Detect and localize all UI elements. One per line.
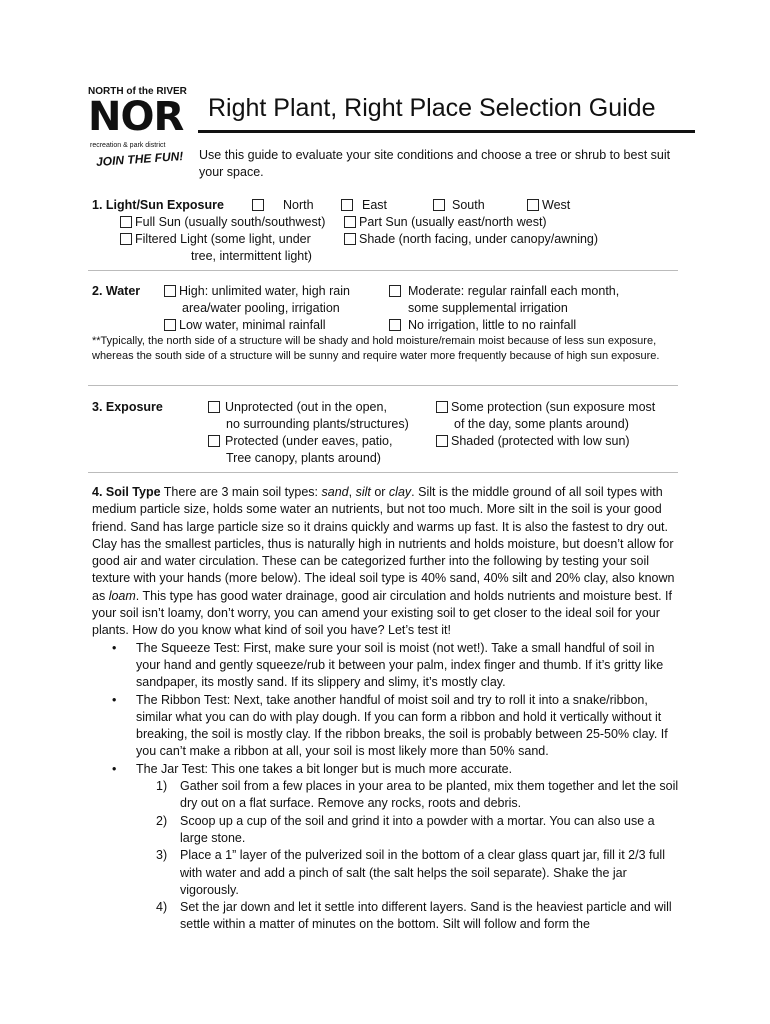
- exposure-some-continued: of the day, some plants around): [454, 417, 629, 431]
- water-none-option[interactable]: No irrigation, little to no rainfall: [389, 317, 576, 334]
- jar-step: 4) Set the jar down and let it settle into different layers. Sand is the heaviest particle and will settle within a matter of minutes on the bottom. Silt will follow and form the: [156, 900, 672, 932]
- intro-text: Use this guide to evaluate your site conditions and choose a tree or shrub to best suit your space.: [199, 148, 671, 179]
- list-item: [92, 640, 682, 692]
- light-filtered-option[interactable]: Filtered Light (some light, under: [120, 231, 311, 248]
- sun-exposure-note: **Typically, the north side of a structure will be shady and hold moisture/remain moist because of less sun exposure, whereas the south side of a structure will be sunny and require water more frequently because of high sun exposure.: [92, 335, 660, 362]
- bullet-icon: •: [112, 640, 117, 655]
- checkbox[interactable]: [436, 401, 448, 413]
- checkbox[interactable]: [344, 216, 356, 228]
- light-part-sun-option[interactable]: Part Sun (usually east/north west): [344, 214, 547, 231]
- jar-step: 1) Gather soil from a few places in your area to be planted, mix them together and let the soil dry out on a flat surface. Remove any rocks, roots and debris.: [156, 779, 679, 811]
- checkbox[interactable]: [208, 401, 220, 413]
- logo-subtitle: recreation & park district: [90, 142, 166, 149]
- light-west-option[interactable]: West: [527, 197, 570, 214]
- checkbox[interactable]: [341, 199, 353, 211]
- checkbox[interactable]: [208, 435, 220, 447]
- checkbox[interactable]: [344, 233, 356, 245]
- light-east-option[interactable]: East: [341, 197, 387, 214]
- bullet-icon: •: [112, 761, 117, 776]
- checkbox[interactable]: [436, 435, 448, 447]
- section-divider: [88, 472, 678, 473]
- title-divider: [198, 130, 695, 133]
- jar-test-text: The Jar Test: This one takes a bit longer but is much more accurate.: [136, 761, 513, 776]
- checkbox[interactable]: [252, 199, 264, 211]
- logo-slogan: JOIN THE FUN!: [95, 148, 184, 170]
- checkbox[interactable]: [164, 319, 176, 331]
- checkbox[interactable]: [389, 285, 401, 297]
- checkbox[interactable]: [164, 285, 176, 297]
- jar-step: 3) Place a 1” layer of the pulverized soil in the bottom of a clear glass quart jar, fill it 2/3 full with water and add a pinch of salt (the salt helps the soil separate). Shake the jar vigorously.: [156, 848, 665, 897]
- water-moderate-continued: some supplemental irrigation: [408, 301, 568, 315]
- nor-logo: [88, 86, 198, 178]
- squeeze-test-text: The Squeeze Test: First, make sure your soil is moist (not wet!). Take a small handful of soil in your hand and gently squeeze/rub it between your palm, index finger and thumb. If it’s gritty like sandpaper, its mostly sand. If its slippery and slimy, it’s mostly clay.: [136, 640, 664, 690]
- logo-top-text: NORTH of the RIVER: [88, 86, 187, 97]
- checkbox[interactable]: [389, 319, 401, 331]
- exposure-protected-continued: Tree canopy, plants around): [226, 451, 381, 465]
- jar-step: 2) Scoop up a cup of the soil and grind it into a powder with a mortar. You can also use a large stone.: [156, 813, 655, 845]
- checkbox[interactable]: [433, 199, 445, 211]
- light-shade-option[interactable]: Shade (north facing, under canopy/awning): [344, 231, 598, 248]
- water-high-option[interactable]: High: unlimited water, high rain: [164, 283, 350, 300]
- soil-section-label: 4. Soil Type: [92, 485, 161, 499]
- light-north-option[interactable]: North: [252, 197, 314, 214]
- water-high-continued: area/water pooling, irrigation: [182, 301, 340, 315]
- exposure-shaded-option[interactable]: Shaded (protected with low sun): [436, 433, 630, 450]
- list-item: [92, 692, 682, 761]
- water-section-label: 2. Water: [92, 284, 141, 298]
- water-moderate-option[interactable]: Moderate: regular rainfall each month,: [389, 283, 619, 300]
- water-low-option[interactable]: Low water, minimal rainfall: [164, 317, 326, 334]
- checkbox[interactable]: [120, 233, 132, 245]
- list-item: [92, 761, 682, 778]
- exposure-protected-option[interactable]: Protected (under eaves, patio,: [208, 433, 392, 450]
- light-south-option[interactable]: South: [433, 197, 485, 214]
- light-section-label: 1. Light/Sun Exposure: [92, 198, 224, 212]
- section-divider: [88, 385, 678, 386]
- exposure-unprotected-option[interactable]: Unprotected (out in the open,: [208, 399, 387, 416]
- checkbox[interactable]: [527, 199, 539, 211]
- exposure-unprotected-continued: no surrounding plants/structures): [226, 417, 409, 431]
- soil-section: [92, 484, 682, 934]
- exposure-some-option[interactable]: Some protection (sun exposure most: [436, 399, 655, 416]
- page-title: Right Plant, Right Place Selection Guide: [208, 94, 656, 122]
- checkbox[interactable]: [120, 216, 132, 228]
- section-divider: [88, 270, 678, 271]
- bullet-icon: •: [112, 692, 117, 707]
- logo-letters: NOR: [88, 94, 184, 140]
- light-full-sun-option[interactable]: Full Sun (usually south/southwest): [120, 214, 325, 231]
- ribbon-test-text: The Ribbon Test: Next, take another handful of moist soil and try to roll it into a snake/ribbon, similar what you can do with play dough. If you can form a ribbon and hold it vertically without it breaking, the soil is mostly clay. If the ribbon breaks, the soil is probably between 25-50% clay. If you can’t make a ribbon at all, your soil is most likely more than 50% sand.: [136, 692, 668, 759]
- light-filtered-continued: tree, intermittent light): [191, 249, 312, 263]
- exposure-section-label: 3. Exposure: [92, 400, 163, 414]
- soil-intro: 4. Soil Type There are 3 main soil types: sand, silt or clay. Silt is the middle ground of all soil types with medium particle size, holds some water an nutrients, but not too much. More silt in the soil is your good friend. Sand has large particle size so it drains quickly and warms up fast. It is also the fastest to dry out. Clay has the smallest particles, thus is naturally high in nutrients and holds moisture, but doesn’t allow for good air and water circulation. These can be categorized further into the following by testing your soil texture with your hands (more below). The ideal soil type is 40% sand, 40% silt and 20% clay, also known as loam. This type has good water drainage, good air circulation and holds nutrients and moisture best. If your soil isn’t loamy, don’t worry, you can amend your existing soil to get closer to the ideal soil for your plants. How do you know what kind of soil you have? Let’s test it!: [92, 485, 675, 638]
